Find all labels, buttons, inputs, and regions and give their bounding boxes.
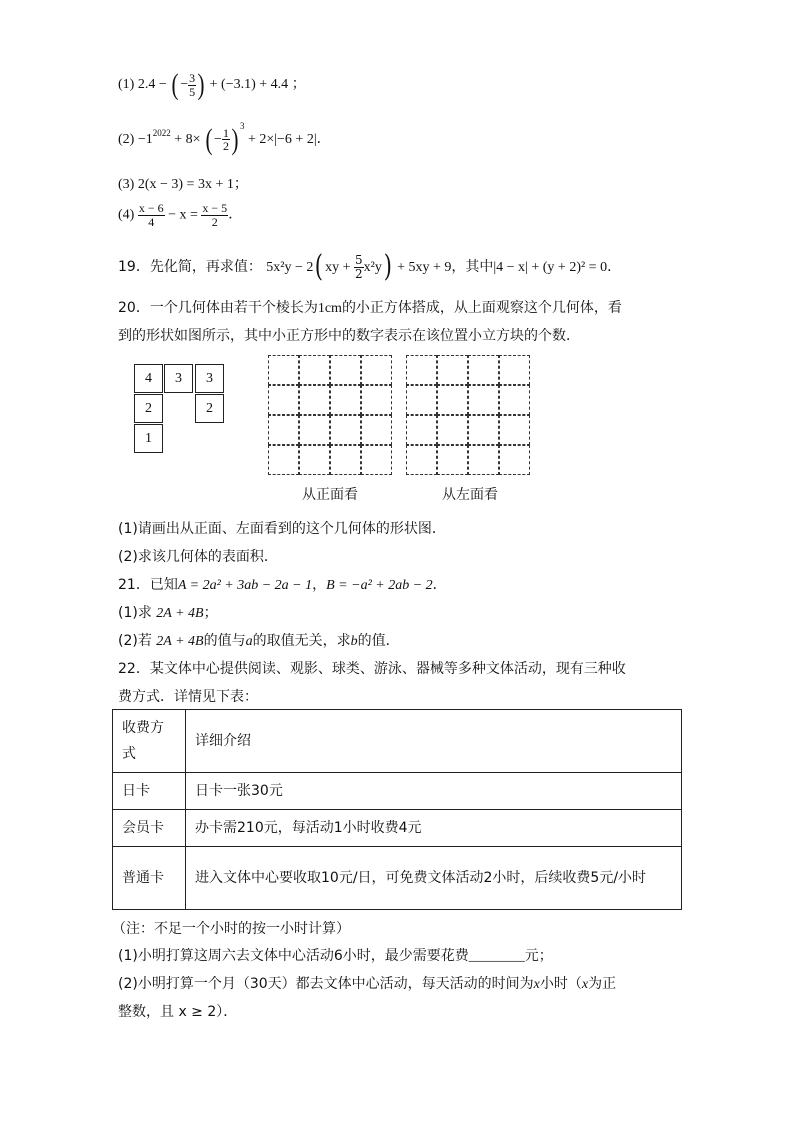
grid-cell[interactable] [330,385,361,415]
q22-sub2-var2: x [581,977,589,992]
top-view-cell: 2 [134,394,163,423]
q20-line1-b: 的小正方体搭成，从上面观察这个几何体，看 [341,300,622,316]
paren-close: ) [383,249,392,284]
q21-A: A = 2a² + 3ab − 2a − 1 [177,578,313,593]
q22-line2: 费方式．详情见下表： [118,689,258,705]
table-row [113,710,682,773]
fee-table [112,709,682,910]
q18-part3 [118,173,248,193]
q20-line1 [118,297,622,317]
q18-p1-expr-b: + [209,77,218,93]
q18-p1-expr-a: 2.4 − [137,77,171,93]
grid-cell[interactable] [406,355,437,385]
frac-den: 2 [355,266,363,281]
grid-cell[interactable] [499,415,530,445]
q18-p2-end: ． [316,131,331,147]
table-row [113,810,682,847]
q22-line1: 22．某文体中心提供阅读、观影、球类、游泳、器械等多种文体活动，现有三种收 [118,661,626,677]
table-header-cell: 详细介绍 [186,710,682,773]
grid-cell[interactable] [361,385,392,415]
front-view-label: 从正面看 [302,487,358,503]
answer-blank[interactable]: ________ [468,949,525,964]
q18-p2-exp2: 3 [239,121,245,131]
frac-den: 4 [148,214,155,229]
grid-cell[interactable] [268,355,299,385]
q18-part1 [118,70,306,100]
q19-expr-a: 5x²y − 2 [266,260,314,275]
q21-sub2-var2: b [350,634,358,649]
q20-line2: 到的形状如图所示，其中小正方形中的数字表示在该位置小立方块的个数． [118,328,580,344]
q18-p2-exp: 2022 [152,128,171,138]
grid-cell[interactable] [330,445,361,475]
q18-p1-expr-c: (−3.1) [221,77,256,93]
q19-expr-c: x²y [363,260,382,275]
q19-text-a: 19．先化简，再求值： [118,259,262,275]
table-cell: 会员卡 [113,810,186,847]
q20-sub2: (2)求该几何体的表面积． [118,549,278,565]
q22-sub2-var: x [533,977,540,992]
top-view-cell: 1 [134,424,163,453]
frac-num: x − 5 [202,201,228,215]
q19-cond: |4 − x| + (y + 2)² = 0 [493,260,608,275]
grid-cell[interactable] [330,415,361,445]
grid-cell[interactable] [499,355,530,385]
q18-p1-label: (1) [118,77,135,93]
grid-cell[interactable] [468,385,499,415]
frac-den: 5 [189,84,196,99]
left-view-label: 从左面看 [442,487,498,503]
q22-sub2-b: 小时（ [539,976,582,992]
grid-cell[interactable] [361,415,392,445]
table-row [113,773,682,810]
q21-sub2-expr: 2A + 4B [156,634,204,649]
q18-part4 [118,202,242,228]
table-cell: 日卡 [113,773,186,810]
grid-cell[interactable] [406,385,437,415]
q19-line [118,249,622,284]
q18-p4-label: (4) [118,207,135,223]
q21-sub2-c: 的取值无关，求 [252,633,351,649]
fraction [188,72,196,98]
q22-note: （注：不足一个小时的按一小时计算） [112,921,350,937]
q18-p1-expr-d: + 4.4 [259,77,289,93]
grid-cell[interactable] [361,355,392,385]
q18-part2 [118,121,331,155]
q21-sub2 [118,630,400,650]
table-cell: 日卡一张30元 [186,773,682,810]
frac-den: 2 [222,139,229,154]
fraction [138,202,165,228]
grid-cell[interactable] [299,415,330,445]
q21-line1 [118,574,447,594]
q22-sub1-end: 元； [524,948,553,964]
q21-sub2-b: 的值与 [203,633,246,649]
q20-line1-a: 20．一个几何体由若干个棱长为 [118,300,318,316]
grid-cell[interactable] [268,445,299,475]
left-view-grid[interactable] [406,355,530,475]
top-view-cell: 3 [164,364,193,393]
grid-cell[interactable] [468,445,499,475]
paren-open: ( [205,122,213,156]
q18-p1-frac-sign: − [180,77,189,93]
fraction [222,127,230,153]
frac-num: 1 [222,125,229,140]
q19-expr-b: xy + [325,260,354,275]
q18-p1-end: ； [291,76,306,93]
frac-den: 2 [211,214,218,229]
q18-p3-label: (3) [118,177,135,192]
table-cell: 进入文体中心要收取10元/日，可免费文体活动2小时，后续收费5元/小时 [186,847,682,910]
q18-p2-frac-sign: − [214,132,222,147]
grid-cell[interactable] [406,445,437,475]
grid-cell[interactable] [268,385,299,415]
fraction [354,254,364,280]
q22-sub2-line2: 整数，且 x ≥ 2）． [118,1004,238,1020]
paren-open: ( [171,68,179,101]
q22-sub1 [118,945,553,965]
q21-B: B = −a² + 2ab − 2 [326,578,433,593]
table-cell: 普通卡 [113,847,186,910]
q22-sub2-a: (2)小明打算一个月（30天）都去文体中心活动，每天活动的时间为 [118,976,534,992]
paren-open: ( [315,249,324,284]
grid-cell[interactable] [268,415,299,445]
grid-cell[interactable] [406,415,437,445]
grid-cell[interactable] [499,385,530,415]
q19-text-b: ，其中 [451,259,494,275]
q21-sub1-end: ； [203,605,218,621]
paren-close: ) [197,68,205,101]
grid-cell[interactable] [330,355,361,385]
fraction [201,202,228,228]
grid-cell[interactable] [468,415,499,445]
grid-cell[interactable] [299,385,330,415]
q21-line1-a: 21．已知 [118,577,178,593]
grid-cell[interactable] [437,355,468,385]
q18-p2-c: + 2×|−6 + 2| [247,132,317,147]
front-view-grid[interactable] [268,355,392,475]
q21-sub1-expr: 2A + 4B [156,606,204,621]
q19-expr-d: + 5xy + 9 [393,260,452,275]
q21-sub2-var: a [245,634,253,649]
q22-sub2-c: 为正 [588,976,617,992]
paren-close: ) [231,122,239,156]
q21-sep: ， [312,577,327,593]
q19-end: ． [607,259,622,275]
q21-sub2-d: 的值． [357,633,400,649]
q18-p3-end: ； [233,176,248,192]
q20-unit: 1cm [317,301,342,316]
q20-sub1: (1)请画出从正面、左面看到的这个几何体的形状图． [118,521,446,537]
grid-cell[interactable] [437,385,468,415]
q21-sub1 [118,602,218,622]
top-view-cell: 3 [195,364,224,393]
grid-cell[interactable] [499,445,530,475]
frac-num: 5 [355,252,363,267]
grid-cell[interactable] [361,445,392,475]
table-cell: 办卡需210元，每活动1小时收费4元 [186,810,682,847]
q21-sub1-a: (1)求 [118,605,152,621]
top-view-cell: 2 [195,394,224,423]
grid-cell[interactable] [468,355,499,385]
q18-p4-end: ． [228,206,243,223]
table-header-cell: 收费方式 [113,710,186,773]
q18-p3-expr: 2(x − 3) = 3x + 1 [137,177,234,192]
q18-p2-a: −1 [137,132,153,147]
q21-sub2-a: (2)若 [118,633,152,649]
q21-end: ． [432,577,447,593]
frac-num: 3 [189,70,196,85]
q22-sub1-text: (1)小明打算这周六去文体中心活动6小时，最少需要花费 [118,948,469,964]
q18-p2-b: + 8× [174,132,201,147]
top-view-cell: 4 [134,364,163,393]
q18-p4-mid: − x = [164,207,202,223]
grid-cell[interactable] [437,445,468,475]
table-row [113,847,682,910]
grid-cell[interactable] [299,355,330,385]
grid-cell[interactable] [437,415,468,445]
frac-num: x − 6 [138,201,164,215]
q18-p2-label: (2) [118,132,135,147]
q22-sub2 [118,973,616,993]
grid-cell[interactable] [299,445,330,475]
